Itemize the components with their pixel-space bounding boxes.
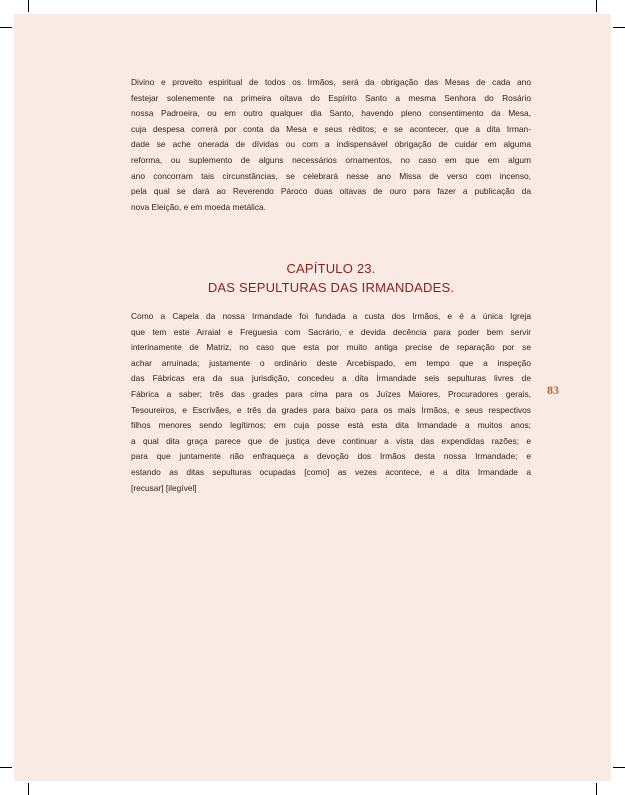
page-number: 83	[547, 383, 559, 397]
text-line: ano concorram tais circunstâncias, se celebrará nesse ano Missa de verso com incenso,	[131, 170, 531, 181]
text-line: festejar solenemente na primeira oitava do Espírito Santo a mesma Senhora do Rosário	[131, 92, 531, 103]
text-line: interinamente de Matriz, no caso que esta por muito antiga precise de reparação por se	[131, 342, 531, 353]
crop-mark	[28, 783, 29, 795]
crop-mark	[0, 767, 12, 768]
text-line: nova Eleição, e em moeda metálica.	[131, 201, 267, 212]
crop-mark	[613, 27, 625, 28]
crop-mark	[613, 767, 625, 768]
paragraph-continued	[131, 75, 531, 215]
text-line: que tem este Arraial e Freguesia com Sacrário, e devida decência para poder bem servir	[131, 326, 531, 337]
text-line: Como a Capela da nossa Irmandade foi fundada a custa dos Irmãos, e é a única Igreja	[131, 311, 531, 321]
chapter-heading	[131, 259, 531, 297]
text-line: Fábrica a saber; três das grades para cima para os Juízes Maiores, Procuradores gerais,	[131, 388, 531, 399]
crop-mark	[0, 27, 12, 28]
crop-mark	[596, 783, 597, 795]
paragraph-chapter-23	[131, 309, 531, 496]
text-line: pela qual se dará ao Reverendo Pároco duas oitavas de ouro para fazer a publicação da	[131, 186, 531, 197]
text-line: Divino e proveito espiritual de todos os Irmãos, será da obrigação das Mesas de cada ano	[131, 77, 531, 87]
text-line: nossa Padroeira, ou em outro qualquer dia Santo, havendo pleno consentimento da Mesa,	[131, 108, 531, 119]
chapter-number: CAPÍTULO 23.	[286, 261, 376, 276]
crop-mark	[596, 0, 597, 12]
crop-mark	[28, 0, 29, 12]
text-line: a qual dita graça parece que de justiça deve continuar a vista das expendidas razões; e	[131, 435, 531, 446]
text-line: cuja despesa correrá por conta da Mesa e seus réditos; e se acontecer, que a dita Irman-	[131, 123, 531, 134]
text-line: reforma, ou suplemento de alguns necessários ornamentos, no caso em que em algum	[131, 154, 531, 165]
text-line: estando as ditas sepulturas ocupadas [como] as vezes acontece, e a dita Irmandade a	[131, 466, 531, 477]
text-line: Tesoureiros, e Escrivães, e três da grades para baixo para os mais Irmãos, e seus respectivos	[131, 404, 531, 415]
text-line: achar arruinada; justamente o ordinário deste Arcebispado, em tempo que a inspeção	[131, 357, 531, 368]
text-line: dade se ache onerada de dívidas ou com a indispensável obrigação de cuidar em alguma	[131, 139, 531, 150]
text-line: filhos menores sendo legítimos; em cuja posse está esta dita Irmandade a muitos anos;	[131, 420, 531, 431]
chapter-title: DAS SEPULTURAS DAS IRMANDADES.	[207, 280, 455, 295]
text-line: [recusar] [ilegível]	[131, 482, 197, 493]
text-line: das Fábricas era da sua jurisdição, concedeu a dita Irmandade seis sepulturas livres de	[131, 373, 531, 384]
text-line: para que juntamente não enfraqueça a devoção dos Irmãos desta nossa Irmandade; e	[131, 451, 531, 462]
